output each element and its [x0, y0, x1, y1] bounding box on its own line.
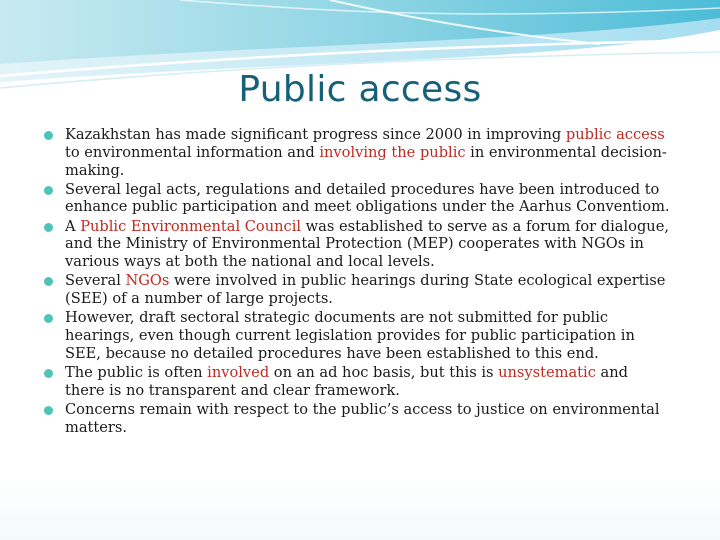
bullet-text: and there is no transparent and clear framework. — [65, 363, 628, 399]
bullet-dot-icon — [44, 406, 53, 415]
bullet-text: was established to serve as a forum for dialogue, and the Ministry of Environmental Protection (MEP) cooperates with NGOs in various ways at both the national and local levels. — [65, 217, 669, 271]
highlight-text: involved — [207, 363, 270, 381]
highlight-text: involving the public — [319, 143, 466, 161]
highlight-text: Public Environmental Council — [80, 217, 302, 235]
bullet-item — [44, 309, 670, 362]
bullet-text: Concerns remain with respect to the public’s access to justice on environmental matters. — [65, 400, 660, 436]
bullet-text: in environmental decision-making. — [65, 143, 667, 179]
bullet-text: Several legal acts, regulations and detailed procedures have been introduced to enhance public participation and meet obligations under the Aarhus Conventiom. — [65, 180, 670, 216]
bullet-text: The public is often — [65, 363, 208, 381]
footer-band-decoration — [0, 476, 720, 540]
bullet-text: However, draft sectoral strategic documents are not submitted for public hearings, even though current legislation provides for public participation in SEE, because no detailed procedures have been established to this end. — [65, 309, 635, 362]
highlight-text: unsystematic — [498, 363, 596, 381]
bullet-text: A — [65, 217, 81, 235]
bullet-text: Several — [65, 272, 126, 290]
bullet-dot-icon — [44, 223, 53, 232]
bullet-item — [44, 364, 670, 400]
bullet-text: on an ad hoc basis, but this is — [269, 363, 499, 381]
bullet-item — [44, 181, 670, 217]
bullet-item — [44, 272, 670, 308]
slide-title: Public access — [238, 69, 482, 110]
bullet-dot-icon — [44, 186, 53, 195]
bullet-text: to environmental information and — [65, 143, 320, 161]
bullet-item — [44, 218, 670, 271]
bullet-text: Kazakhstan has made significant progress since 2000 in improving — [65, 126, 566, 143]
bullet-dot-icon — [44, 131, 53, 140]
highlight-text: NGOs — [125, 272, 170, 290]
bullet-dot-icon — [44, 277, 53, 286]
bullet-list — [44, 126, 670, 438]
bullet-item — [44, 126, 670, 179]
highlight-text: public access — [565, 126, 665, 143]
bullet-item — [44, 401, 670, 437]
bullet-dot-icon — [44, 369, 53, 378]
bullet-text: were involved in public hearings during State ecological expertise (SEE) of a number of large projects. — [65, 272, 666, 308]
bullet-dot-icon — [44, 314, 53, 323]
